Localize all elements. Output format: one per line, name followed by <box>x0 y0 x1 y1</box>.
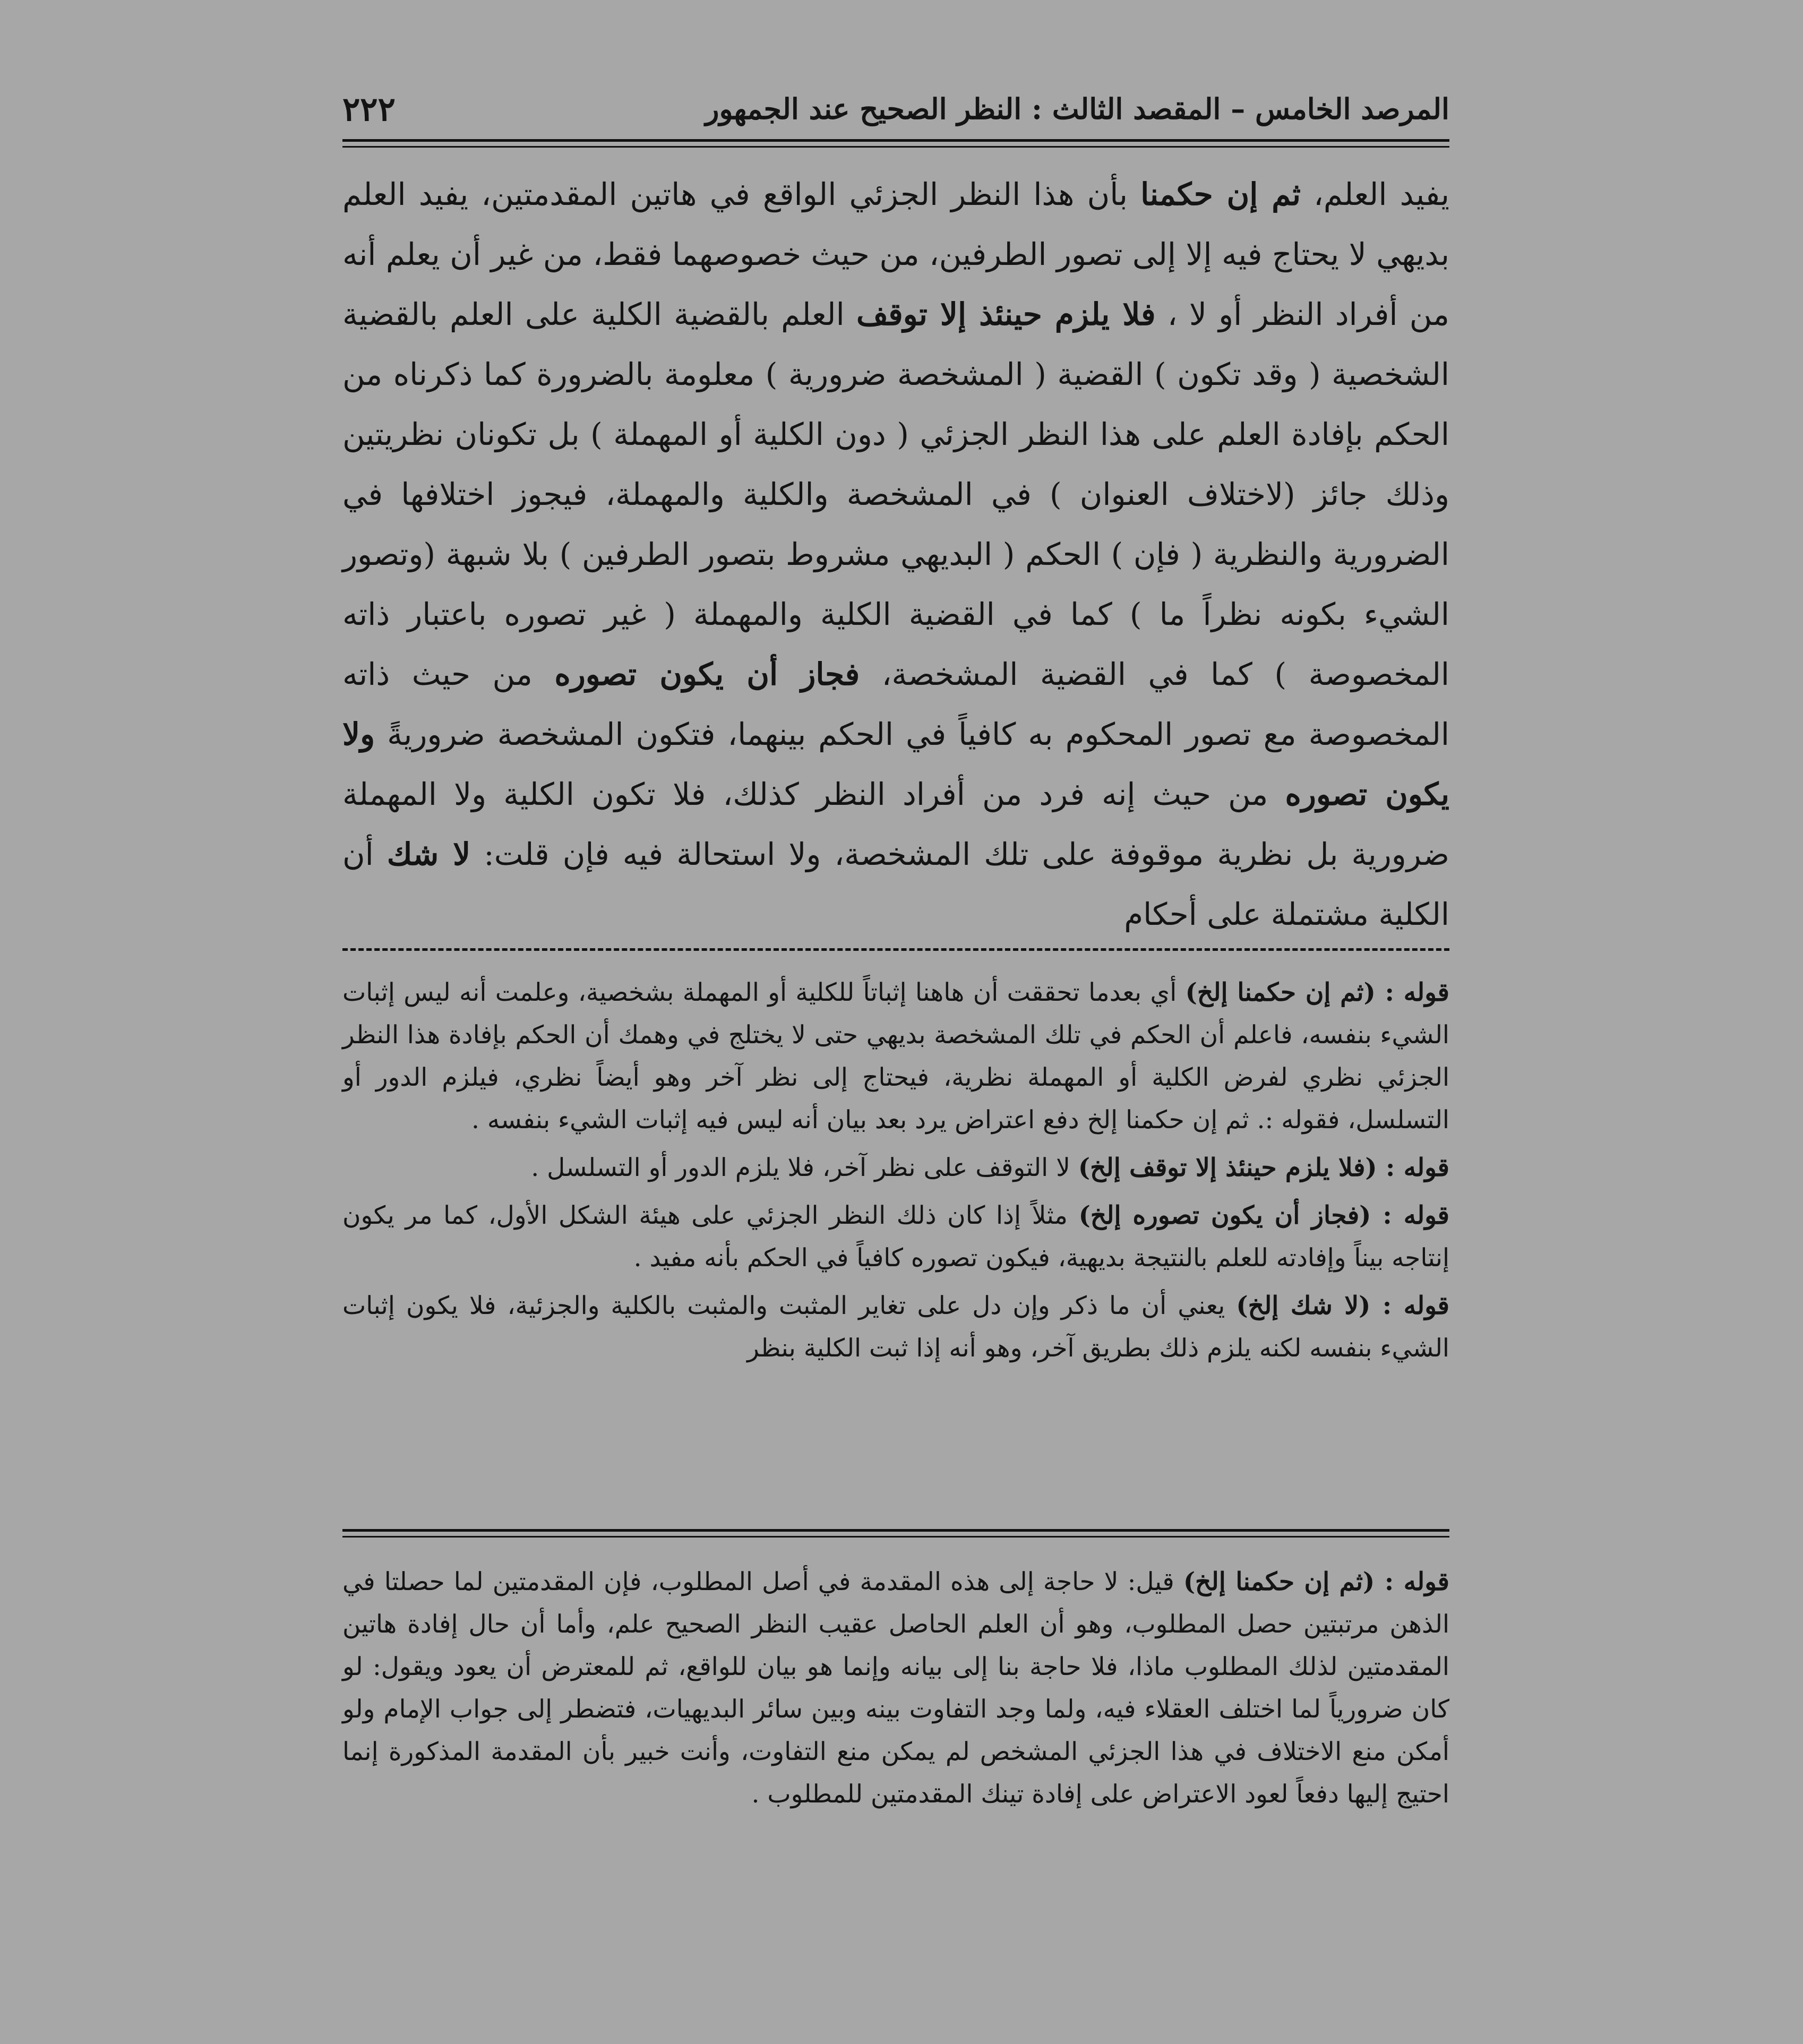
commentary-note <box>342 1147 1449 1189</box>
text-run: يفيد العلم، <box>1301 176 1449 212</box>
main-text <box>342 165 1449 944</box>
commentary-note <box>342 1285 1449 1370</box>
emphasized-text-run: لا شك <box>387 836 471 872</box>
header-rule <box>342 139 1449 148</box>
emphasized-text-run: فلا يلزم حينئذ إلا توقف <box>856 296 1156 332</box>
text-run: بأن هذا النظر الجزئي الواقع في هاتين المقدمتين، يفيد العلم بديهي لا يحتاج فيه إلا إلى تصور الطرفين، من حيث خصوصهما فقط، من غير أن يعلم أنه من أفراد النظر أو لا ، <box>342 176 1449 332</box>
note-label: قوله : (فلا يلزم حينئذ إلا توقف إلخ) <box>1078 1153 1449 1182</box>
emphasized-text-run: ثم إن حكمنا <box>1140 176 1301 212</box>
page-header <box>342 80 1449 138</box>
emphasized-text-run: فجاز أن يكون تصوره <box>554 656 860 692</box>
note-label: قوله : (ثم إن حكمنا إلخ) <box>1185 978 1449 1007</box>
note-text: يعني أن ما ذكر وإن دل على تغاير المثبت والمثبت بالكلية والجزئية، فلا يكون إثبات الشيء بنفسه لكنه يلزم ذلك بطريق آخر، وهو أنه إذا ثبت الكلية بنظر <box>342 1291 1449 1363</box>
text-run: من حيث إنه فرد من أفراد النظر كذلك، فلا تكون الكلية ولا المهملة ضرورية بل نظرية موقوفة على تلك المشخصة، ولا استحالة فيه فإن قلت: <box>342 776 1449 872</box>
text-run: أن الكلية مشتملة على أحكام <box>342 836 1449 932</box>
lower-commentary <box>342 1561 1449 1821</box>
note-text: قيل: لا حاجة إلى هذه المقدمة في أصل المطلوب، فإن المقدمتين لما حصلتا في الذهن مرتبتين حصل المطلوب، وهو أن العلم الحاصل عقيب النظر الصحيح علم، وأما أن حال إفادة هاتين المقدمتين لذلك المطلوب ماذا، فلا حاجة بنا إلى بيانه وإنما هو بيان للواقع، ثم للمعترض أن يعود ويقول: لو كان ضرورياً لما اختلف العقلاء فيه، ولما وجد التفاوت بينه وبين سائر البديهيات، فتضطر إلى جواب الإمام ولو أمكن منع الاختلاف في هذا الجزئي المشخص لم يمكن منع التفاوت، وأنت خبير بأن المقدمة المذكورة إنما احتيج إليها دفعاً لعود الاعتراض على إفادة تينك المقدمتين للمطلوب . <box>342 1567 1449 1809</box>
commentary-divider <box>342 948 1449 951</box>
note-label: قوله : (فجاز أن يكون تصوره إلخ) <box>1078 1201 1449 1230</box>
commentary-note <box>342 1561 1449 1816</box>
note-text: لا التوقف على نظر آخر، فلا يلزم الدور أو التسلسل . <box>531 1153 1078 1182</box>
note-label: قوله : (ثم إن حكمنا إلخ) <box>1183 1567 1449 1596</box>
commentary-note <box>342 972 1449 1141</box>
running-title: المرصد الخامس – المقصد الثالث : النظر الصحيح عند الجمهور <box>705 92 1449 126</box>
note-text: أي بعدما تحققت أن هاهنا إثباتاً للكلية أو المهملة بشخصية، وعلمت أنه ليس إثبات الشيء بنفسه، فاعلم أن الحكم في تلك المشخصة بديهي حتى لا يختلج في وهمك أن الحكم بإفادة هذا النظر الجزئي نظري لفرض الكلية أو المهملة نظرية، فيحتاج إلى نظر آخر وهو أيضاً نظري، فيلزم الدور أو التسلسل، فقوله :. ثم إن حكمنا إلخ دفع اعتراض يرد بعد بيان أنه ليس فيه إثبات الشيء بنفسه . <box>342 978 1449 1135</box>
page-number: ٢٢٢ <box>342 89 396 128</box>
upper-commentary <box>342 972 1449 1375</box>
emphasized-text-run: ولا يكون تصوره <box>342 716 1449 812</box>
book-page <box>342 80 1449 1927</box>
commentary-note <box>342 1195 1449 1279</box>
text-run: من حيث ذاته المخصوصة مع تصور المحكوم به كافياً في الحكم بينهما، فتكون المشخصة ضروريةً <box>342 656 1449 752</box>
text-run: العلم بالقضية الكلية على العلم بالقضية الشخصية ( وقد تكون ) القضية ( المشخصة ضرورية ) معلومة بالضرورة كما ذكرناه من الحكم بإفادة العلم على هذا النظر الجزئي ( دون الكلية أو المهملة ) بل تكونان نظريتين وذلك جائز (لاختلاف العنوان ) في المشخصة والكلية والمهملة، فيجوز اختلافها في الضرورية والنظرية ( فإن ) الحكم ( البديهي مشروط بتصور الطرفين ) بلا شبهة (وتصور الشيء بكونه نظراً ما ) كما في القضية الكلية والمهملة ( غير تصوره باعتبار ذاته المخصوصة ) كما في القضية المشخصة، <box>342 296 1449 692</box>
lower-commentary-rule <box>342 1529 1449 1538</box>
note-label: قوله : (لا شك إلخ) <box>1236 1291 1449 1320</box>
note-text: مثلاً إذا كان ذلك النظر الجزئي على هيئة الشكل الأول، كما مر يكون إنتاجه بيناً وإفادته للعلم بالنتيجة بديهية، فيكون تصوره كافياً في الحكم بأنه مفيد . <box>342 1201 1449 1273</box>
